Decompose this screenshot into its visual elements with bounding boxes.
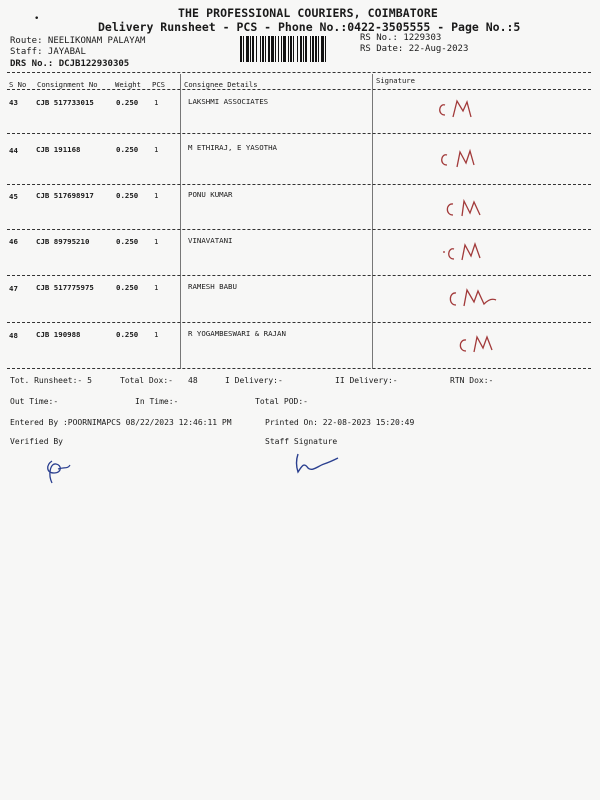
barcode-bar — [240, 36, 242, 62]
row-separator — [7, 184, 591, 185]
barcode-bar — [310, 36, 311, 62]
runsheet-subtitle: Delivery Runsheet - PCS - Phone No.:0422-3505555 - Page No.:5 — [98, 20, 521, 34]
bullet-mark: • — [34, 14, 40, 24]
route-label: Route: NEELIKONAM PALAYAM — [10, 36, 146, 46]
row-pcs: 1 — [154, 98, 159, 107]
row-weight: 0.250 — [116, 283, 139, 292]
row-consignment: CJB 517698917 — [36, 191, 94, 200]
in-time-label: In Time:- — [135, 397, 179, 406]
row-separator — [7, 322, 591, 323]
barcode-bar — [303, 36, 304, 62]
row-consignment: CJB 191168 — [36, 145, 81, 154]
verifier-signature — [40, 455, 74, 487]
rtn-dox-label: RTN Dox:- — [450, 376, 494, 385]
row-pcs: 1 — [154, 191, 159, 200]
total-dox-label: Total Dox:- — [120, 376, 173, 385]
row-weight: 0.250 — [116, 330, 139, 339]
barcode-bar — [321, 36, 324, 62]
barcode-bar — [283, 36, 286, 62]
verified-by-label: Verified By — [10, 437, 63, 446]
barcode-bar — [250, 36, 251, 62]
barcode-bar — [305, 36, 307, 62]
row-pcs: 1 — [154, 237, 159, 246]
col-header-weight: Weight — [115, 80, 141, 89]
row-pcs: 1 — [154, 145, 159, 154]
barcode-bar — [278, 36, 279, 62]
row-sno: 47 — [9, 284, 18, 293]
row-consignment: CJB 517733015 — [36, 98, 94, 107]
company-title: THE PROFESSIONAL COURIERS, COIMBATORE — [178, 6, 438, 20]
row-consignee: RAMESH BABU — [188, 282, 237, 291]
barcode-bar — [325, 36, 326, 62]
handwritten-signature — [455, 332, 505, 356]
barcode-bar — [265, 36, 266, 62]
barcode-bar — [293, 36, 294, 62]
row-sno: 43 — [9, 98, 18, 107]
staff-signature — [290, 450, 342, 476]
handwritten-signature — [437, 147, 487, 171]
row-consignment: CJB 89795210 — [36, 237, 90, 246]
consignee-column-divider — [180, 74, 181, 369]
col-header-sno: S No — [9, 80, 27, 89]
row-pcs: 1 — [154, 330, 159, 339]
table-top-rule — [7, 72, 591, 73]
barcode-bar — [290, 36, 292, 62]
row-consignment: CJB 517775975 — [36, 283, 94, 292]
col-header-consignee: Consignee Details — [184, 80, 258, 89]
row-pcs: 1 — [154, 283, 159, 292]
row-separator — [7, 229, 591, 230]
total-pod-label: Total POD:- — [255, 397, 308, 406]
total-dox-value: 48 — [188, 376, 198, 385]
barcode-bar — [271, 36, 274, 62]
row-separator — [7, 275, 591, 276]
handwritten-signature — [444, 286, 500, 310]
rs-date: RS Date: 22-Aug-2023 — [360, 44, 469, 54]
barcode-bar — [256, 36, 257, 62]
barcode-bar — [275, 36, 276, 62]
i-delivery-label: I Delivery:- — [225, 376, 283, 385]
col-header-pcs: PCS — [152, 80, 165, 89]
row-consignee: M ETHIRAJ, E YASOTHA — [188, 143, 277, 152]
row-sno: 44 — [9, 146, 18, 155]
barcode-bar — [246, 36, 249, 62]
barcode-bar — [262, 36, 264, 62]
barcode-image — [240, 36, 350, 62]
table-bottom-rule — [7, 368, 591, 369]
row-weight: 0.250 — [116, 237, 139, 246]
barcode-bar — [315, 36, 317, 62]
handwritten-signature — [440, 240, 494, 264]
row-consignee: R YOGAMBESWARI & RAJAN — [188, 329, 286, 338]
row-consignee: VINAVATANI — [188, 236, 233, 245]
row-separator — [7, 133, 591, 134]
barcode-bar — [268, 36, 270, 62]
barcode-bar — [243, 36, 244, 62]
barcode-bar — [260, 36, 261, 62]
out-time-label: Out Time:- — [10, 397, 59, 406]
rs-number: RS No.: 1229303 — [360, 33, 442, 43]
handwritten-signature — [442, 198, 492, 220]
entered-by: Entered By :POORNIMAPCS 08/22/2023 12:46:11 PM — [10, 418, 232, 427]
row-sno: 48 — [9, 331, 18, 340]
ii-delivery-label: II Delivery:- — [335, 376, 398, 385]
barcode-bar — [318, 36, 319, 62]
staff-signature-label: Staff Signature — [265, 437, 338, 446]
row-weight: 0.250 — [116, 191, 139, 200]
table-header-rule — [7, 89, 591, 90]
barcode-bar — [252, 36, 254, 62]
barcode-bar — [281, 36, 282, 62]
signature-column-divider — [372, 74, 373, 369]
staff-label: Staff: JAYABAL — [10, 47, 86, 57]
row-sno: 46 — [9, 237, 18, 246]
total-runsheet: Tot. Runsheet:- 5 — [10, 376, 92, 385]
barcode-bar — [288, 36, 289, 62]
drs-number: DRS No.: DCJB122930305 — [10, 59, 130, 69]
row-sno: 45 — [9, 192, 18, 201]
barcode-bar — [312, 36, 314, 62]
row-consignment: CJB 190988 — [36, 330, 81, 339]
handwritten-signature — [435, 97, 485, 121]
col-header-consignment: Consignment No — [37, 80, 98, 89]
row-consignee: PONU KUMAR — [188, 190, 233, 199]
row-weight: 0.250 — [116, 145, 139, 154]
row-weight: 0.250 — [116, 98, 139, 107]
barcode-bar — [297, 36, 298, 62]
col-header-signature: Signature — [376, 76, 415, 85]
barcode-bar — [300, 36, 302, 62]
printed-on: Printed On: 22-08-2023 15:20:49 — [265, 418, 415, 427]
row-consignee: LAKSHMI ASSOCIATES — [188, 97, 269, 106]
